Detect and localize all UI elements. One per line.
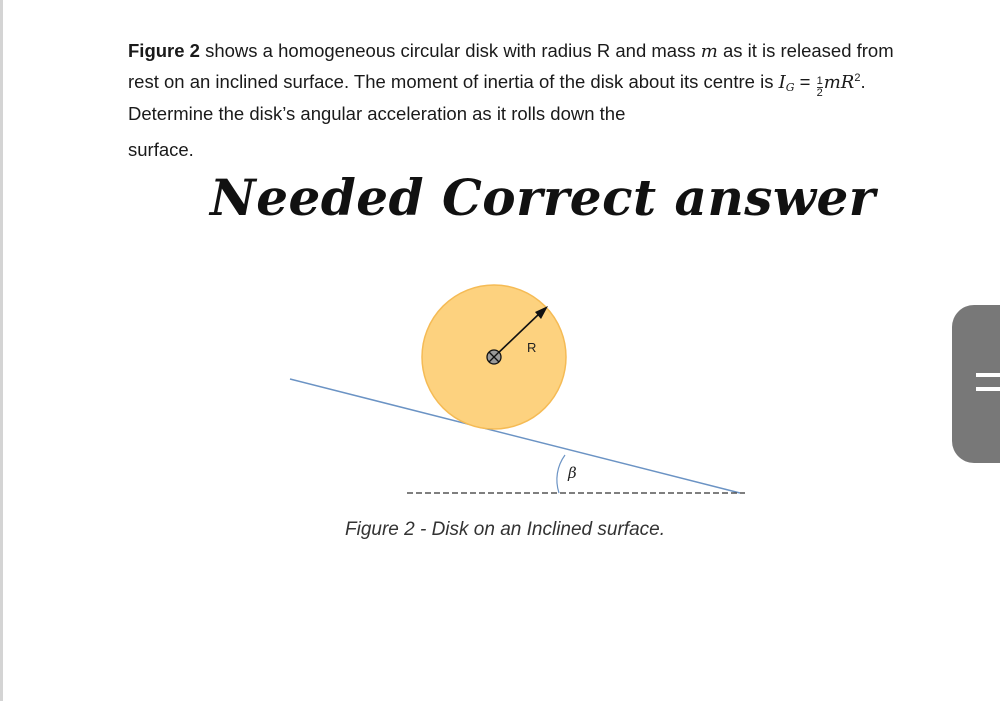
- fraction-denominator: 2: [816, 87, 823, 99]
- exponent: 2: [854, 72, 861, 84]
- problem-last-line: surface.: [128, 139, 194, 160]
- angle-arc: [557, 455, 565, 493]
- fraction-numerator: 1: [816, 75, 823, 87]
- handle-grip-line-bottom: [976, 387, 1000, 391]
- inertia-subscript: G: [785, 81, 795, 94]
- problem-text-2: as it is released from rest on an inclined surface. The moment of inertia of the disk about its centre is: [128, 40, 894, 92]
- figure-caption: Figure 2 - Disk on an Inclined surface.: [345, 519, 665, 540]
- figure-reference: Figure 2: [128, 40, 200, 61]
- needed-answer-banner: Needed Correct answer: [210, 168, 876, 227]
- handle-grip-line-top: [976, 373, 1000, 377]
- mr-term: mR: [823, 72, 855, 93]
- angle-label: β: [568, 464, 577, 482]
- problem-text-1: shows a homogeneous circular disk with radius R and mass: [199, 40, 701, 61]
- mass-symbol: m: [700, 41, 718, 62]
- problem-text-3: . Determine the disk’s angular acceleration as it rolls down the: [128, 71, 866, 124]
- side-panel-handle[interactable]: [952, 305, 1000, 463]
- inertia-symbol: I: [778, 72, 786, 93]
- radius-label: R: [527, 340, 537, 355]
- equals-sign: =: [794, 71, 816, 92]
